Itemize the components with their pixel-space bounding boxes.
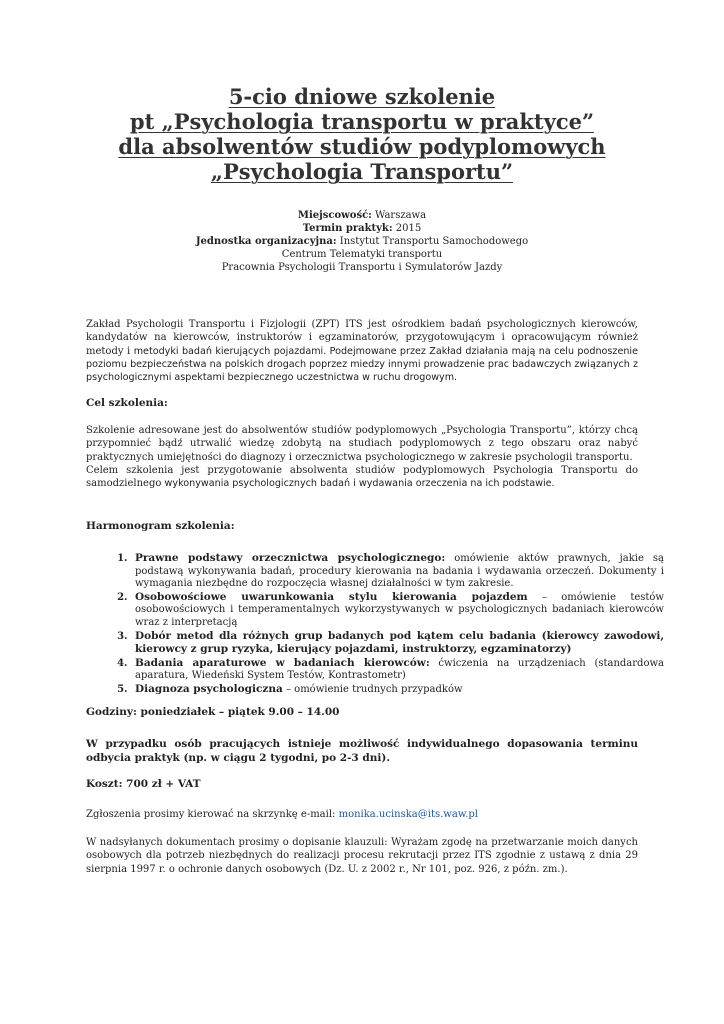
- location-line: [0, 209, 724, 222]
- schedule-item: [131, 683, 664, 697]
- title-line-3: dla absolwentów studiów podyplomowych: [118, 134, 606, 159]
- schedule-item: [131, 591, 664, 630]
- title-line-4: „Psychologia Transportu”: [210, 159, 514, 184]
- hours-line: Godziny: poniedziałek – piątek 9.00 – 14.00: [86, 706, 340, 718]
- goal-paragraph-2: [86, 464, 638, 491]
- location-label: Miejscowość:: [297, 210, 372, 221]
- term-line: [0, 222, 724, 235]
- term-value: 2015: [392, 223, 422, 234]
- individual-note: W przypadku osób pracujących istnieje możliwość indywidualnego dopasowania terminu odbycia praktyk (np. w ciągu 2 tygodni, po 2-3 dni).: [86, 738, 638, 764]
- schedule-item-title: Diagnoza psychologiczna: [135, 682, 283, 695]
- unit-line-3: Pracownia Psychologii Transportu i Symulatorów Jazdy: [221, 262, 503, 273]
- schedule-item-desc: omówienie aktów prawnych, jakie są podstawą wykonywania badań, procedury kierowania na badania i wydawania orzeczeń. Dokumenty i wymagania niezbędne do rozpoczęcia własnej działalności w tym zakresie.: [135, 553, 664, 590]
- schedule-list: [105, 552, 664, 697]
- intro-paragraph: [86, 318, 638, 384]
- intro-serif: Zakład Psychologii Transportu i Fizjologii (ZPT) ITS jest ośrodkiem badań psychologicznych kierowców, kandydatów na kierowców, instruktorów i egzaminatorów, przygotowującym i opracowującym również metody i: [86, 319, 638, 357]
- schedule-item: [131, 657, 664, 683]
- unit-label: Jednostka organizacyjna:: [195, 236, 337, 247]
- intro-sans: metodyki badań kierujących pojazdami. Podejmowane przez Zakład działania mają na celu podnoszenie poziomu bezpieczeństwa na polskich drogach poprzez miedzy innymi prowadzenie prac badawczych związanych z psychologicznymi aspektami bezpiecznego uczestnictwa w ruchu drogowym.: [86, 345, 638, 384]
- schedule-item-desc: – omówienie trudnych przypadków: [282, 683, 463, 695]
- schedule-heading: Harmonogram szkolenia:: [86, 520, 235, 532]
- cost-line: Koszt: 700 zł + VAT: [86, 778, 201, 790]
- title-line-1: 5-cio dniowe szkolenie: [228, 84, 496, 109]
- schedule-item-title: Badania aparaturowe w badaniach kierowców:: [135, 656, 430, 669]
- schedule-item-title: Dobór metod dla różnych grup badanych pod kątem celu badania (kierowcy zawodowi, kierowcy z grup ryzyka, kierujący pojazdami, instruktorzy, egzaminatorzy): [135, 629, 664, 656]
- term-label: Termin praktyk:: [302, 223, 393, 234]
- goal-p2-sans: wykonywania psychologicznych badań i wydawania orzeczenia na ich podstawie.: [164, 478, 555, 490]
- application-text: Zgłoszenia prosimy kierować na skrzynkę e-mail:: [86, 809, 339, 820]
- schedule-item-desc: – omówienie testów osobowościowych i temperamentalnych wykorzystywanych w psychologicznych badaniach kierowców wraz z interpretacją: [135, 591, 664, 628]
- schedule-item-title: Prawne podstawy orzecznictwa psychologicznego:: [135, 552, 446, 564]
- schedule-item-title: Osobowościowe uwarunkowania stylu kierowania pojazdem: [135, 590, 528, 603]
- unit-line: [0, 235, 724, 248]
- goal-heading: Cel szkolenia:: [86, 397, 168, 409]
- goal-paragraph-1: Szkolenie adresowane jest do absolwentów studiów podyplomowych „Psychologia Transportu”, którzy chcą przypomnieć bądź utrwalić wiedzę zdobytą na studiach podyplomowych z tego obszaru oraz nabyć praktycznych umiejętności do diagnozy i orzecznictwa psychologicznego w zakresie psychologii transportu.: [86, 425, 638, 463]
- application-line: [86, 808, 638, 821]
- document-title: [0, 84, 724, 184]
- unit-line-2: Centrum Telematyki transportu: [281, 249, 443, 260]
- schedule-item: [131, 630, 664, 657]
- schedule-item-desc: ćwiczenia na urządzeniach (standardowa aparatura, Wiedeński System Testów, Kontrastometr): [135, 657, 664, 682]
- email-link[interactable]: monika.ucinska@its.waw.pl: [338, 809, 478, 820]
- location-value: Warszawa: [371, 210, 427, 221]
- clause-paragraph: W nadsyłanych dokumentach prosimy o dopisanie klauzuli: Wyrażam zgodę na przetwarzanie moich danych osobowych dla potrzeb niezbędnych do realizacji procesu rekrutacji przez ITS zgodnie z ustawą z dnia 29 sierpnia 1997 r. o ochronie danych osobowych (Dz. U. z 2002 r., Nr 101, poz. 926, z późn. zm.).: [86, 837, 638, 875]
- unit-value: Instytut Transportu Samochodowego: [336, 236, 529, 247]
- schedule-item: [131, 552, 664, 591]
- title-line-2: pt „Psychologia transportu w praktyce”: [129, 109, 595, 134]
- goal-p2-serif: Celem szkolenia jest przygotowanie absolwenta studiów podyplomowych Psychologia Transportu do samodzielnego: [86, 465, 638, 490]
- meta-block: [0, 209, 724, 274]
